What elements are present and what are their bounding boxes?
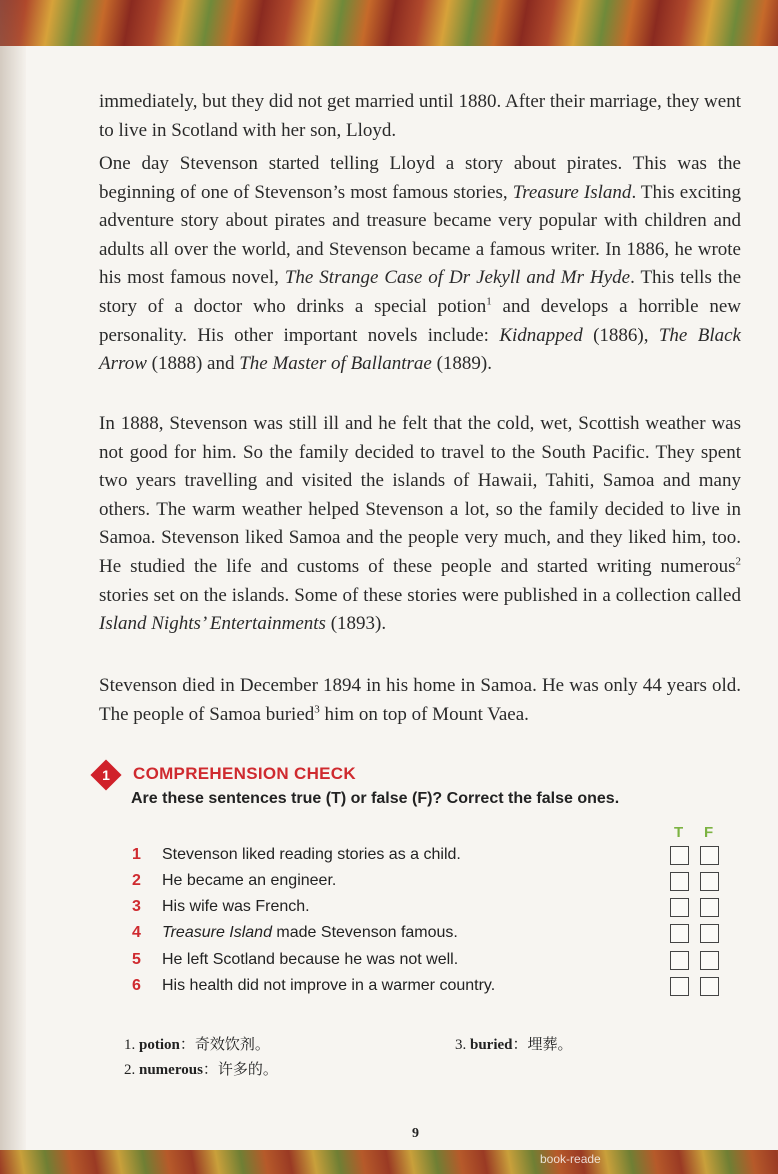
paragraph-3: [99, 410, 741, 639]
false-checkbox-4[interactable]: [700, 924, 719, 943]
question-row-5: [132, 951, 752, 977]
comprehension-check-header: [93, 760, 713, 810]
true-checkbox-6[interactable]: [670, 977, 689, 996]
footnote-term: numerous: [139, 1062, 203, 1078]
true-checkbox-5[interactable]: [670, 951, 689, 970]
paragraph-2: [99, 150, 741, 379]
text-run: In 1888, Stevenson was still ill and he felt that the cold, wet, Scottish weather was not good for him. So the family decided to travel to the South Pacific. They spent two years travelling and visited the islands of Hawaii, Tahiti, Samoa and many others. The warm weather helped Stevenson a lot, so the family decided to live in Samoa. Stevenson liked Samoa and the people very much, and they liked him, too. He studied the life and customs of these people and started writing numerous: [99, 413, 741, 577]
book-title-italic: Treasure Island: [162, 924, 272, 941]
paragraph-4: [99, 672, 741, 729]
false-checkbox-2[interactable]: [700, 872, 719, 891]
footnote-marker-3: 3: [314, 703, 320, 716]
true-checkbox-3[interactable]: [670, 898, 689, 917]
book-title-kidnapped: Kidnapped: [499, 324, 583, 346]
false-checkbox-5[interactable]: [700, 951, 719, 970]
footnote-2: [124, 1058, 278, 1079]
book-title-black-arrow: The Black Arrow: [99, 324, 741, 375]
false-checkbox-3[interactable]: [700, 898, 719, 917]
page-number: 9: [412, 1126, 419, 1141]
footnote-number: 2.: [124, 1062, 136, 1078]
text-run: stories set on the islands. Some of these stories were published in a collection called: [99, 584, 741, 606]
footnote-1: [124, 1033, 270, 1054]
book-title-treasure-island: Treasure Island: [512, 181, 632, 203]
text-run: (1886),: [582, 324, 659, 346]
question-text: Stevenson liked reading stories as a child.: [162, 846, 461, 863]
text-run: him on top of Mount Vaea.: [319, 703, 529, 725]
question-text: He left Scotland because he was not well.: [162, 951, 459, 968]
text-run: . This tells the story of a doctor who drinks a special potion: [99, 267, 741, 317]
question-number: 4: [132, 924, 141, 941]
footnote-number: 1.: [124, 1037, 136, 1053]
question-number: 3: [132, 898, 141, 915]
question-row-1: [132, 846, 752, 872]
true-checkbox-1[interactable]: [670, 846, 689, 865]
exercise-number: 1: [102, 767, 110, 783]
question-number: 6: [132, 977, 141, 994]
true-column-label: T: [674, 824, 684, 841]
text-run: (1893).: [325, 613, 387, 635]
text-run: immediately, but they did not get married until 1880. After their marriage, they went to live in Scotland with her son, Lloyd.: [99, 91, 741, 141]
question-row-6: [132, 977, 752, 1003]
false-column-label: F: [704, 824, 714, 841]
question-row-4: [132, 924, 752, 950]
book-title-ballantrae: The Master of Ballantrae: [239, 353, 432, 375]
question-text-rest: made Stevenson famous.: [271, 924, 458, 941]
text-run: Stevenson died in December 1894 in his home in Samoa. He was only 44 years old. The people of Samoa buried: [99, 675, 741, 725]
question-number: 5: [132, 951, 141, 968]
question-number: 1: [132, 846, 141, 863]
false-checkbox-6[interactable]: [700, 977, 719, 996]
true-checkbox-2[interactable]: [670, 872, 689, 891]
text-run: (1888) and: [146, 353, 240, 375]
bottom-decorative-band: [0, 1150, 778, 1174]
footnote-gloss: ：埋葬。: [512, 1037, 573, 1053]
text-run: . This exciting adventure story about pirates and treasure became very popular with children and adults all over the world, and Stevenson became a famous writer. In 1886, he wrote his most famous novel,: [99, 181, 741, 289]
false-checkbox-1[interactable]: [700, 846, 719, 865]
watermark-text: book-reade: [540, 1152, 601, 1166]
question-text: His health did not improve in a warmer country.: [162, 977, 496, 994]
question-number: 2: [132, 872, 141, 889]
paragraph-1: [99, 88, 741, 145]
question-text: He became an engineer.: [162, 872, 337, 889]
question-row-2: [132, 872, 752, 898]
footnote-term: buried: [470, 1037, 513, 1053]
question-text: His wife was French.: [162, 898, 310, 915]
text-run: and develops a horrible new personality. His other important novels include:: [99, 295, 741, 346]
footnote-marker-1: 1: [486, 295, 492, 308]
book-title-jekyll-hyde: The Strange Case of Dr Jekyll and Mr Hyde: [284, 267, 631, 289]
exercise-instruction: Are these sentences true (T) or false (F)? Correct the false ones.: [131, 790, 620, 807]
exercise-title: COMPREHENSION CHECK: [133, 764, 356, 783]
text-run: (1889).: [431, 353, 493, 375]
true-checkbox-4[interactable]: [670, 924, 689, 943]
footnote-3: [455, 1033, 573, 1054]
question-row-3: [132, 898, 752, 924]
text-run: One day Stevenson started telling Lloyd a story about pirates. This was the beginning of one of Stevenson’s most famous stories,: [99, 153, 741, 203]
footnote-number: 3.: [455, 1037, 467, 1053]
footnote-gloss: ：许多的。: [202, 1062, 278, 1078]
book-title-island-nights: Island Nights’ Entertainments: [99, 613, 326, 635]
book-spine-shadow: [0, 0, 26, 1174]
footnote-term: potion: [139, 1037, 180, 1053]
footnote-marker-2: 2: [735, 555, 741, 568]
top-decorative-band: [0, 0, 778, 46]
footnote-gloss: ：奇效饮剂。: [179, 1037, 270, 1053]
question-text: [162, 924, 458, 942]
